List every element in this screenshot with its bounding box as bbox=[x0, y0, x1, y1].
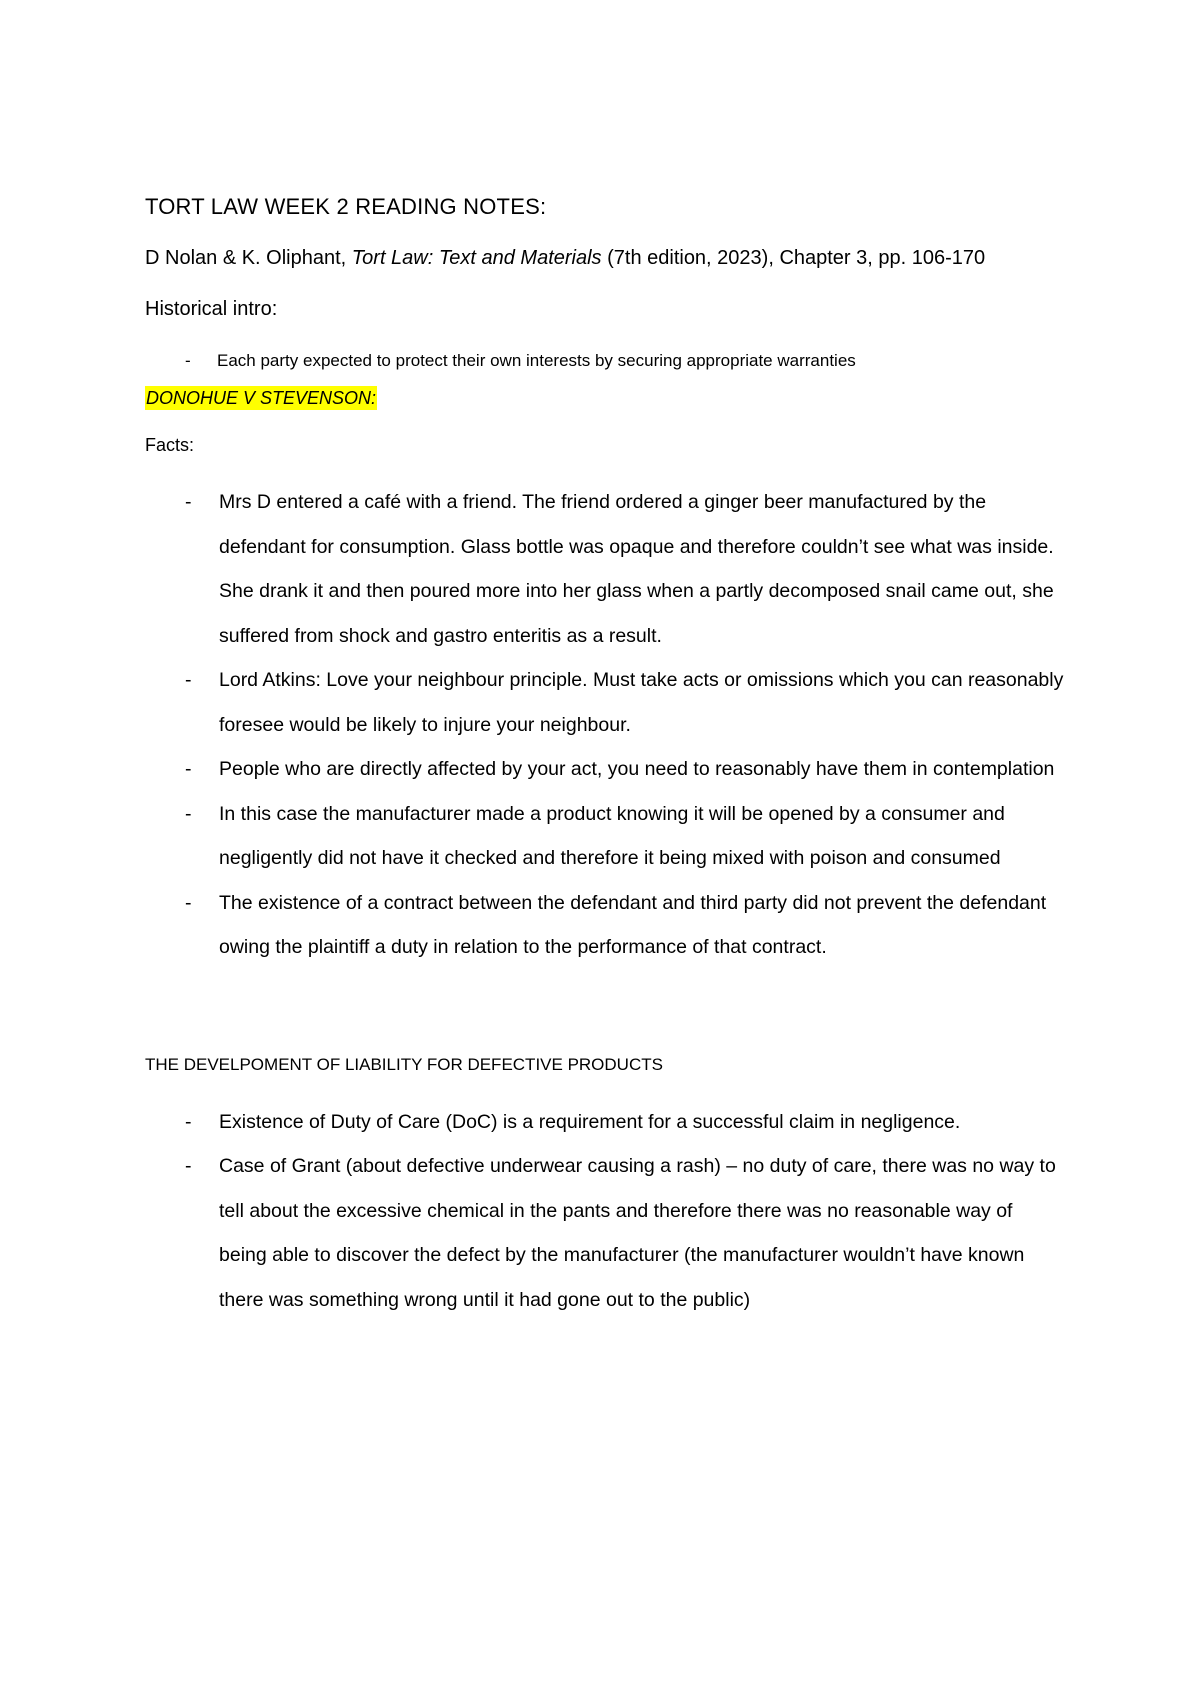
liability-list bbox=[145, 1100, 1065, 1323]
list-item-text: Case of Grant (about defective underwear causing a rash) – no duty of care, there was no way to tell about the excessive chemical in the pants and therefore there was no reasonable way of being able to discover the defect by the manufacturer (the manufacturer wouldn’t have known there was something wrong until it had gone out to the public) bbox=[219, 1155, 1056, 1311]
bullet-dash: - bbox=[185, 491, 192, 513]
document-title: TORT LAW WEEK 2 READING NOTES: bbox=[145, 194, 547, 219]
bullet-dash: - bbox=[185, 351, 191, 370]
bullet-dash: - bbox=[185, 891, 192, 914]
liability-section-heading: THE DEVELPOMENT OF LIABILITY FOR DEFECTIVE PRODUCTS bbox=[145, 1054, 663, 1074]
bullet-dash: - bbox=[185, 669, 192, 691]
facts-list bbox=[145, 480, 1065, 970]
historical-intro-list bbox=[145, 346, 1065, 376]
facts-heading: Facts: bbox=[145, 435, 195, 455]
list-item bbox=[145, 1144, 1065, 1322]
bullet-dash: - bbox=[185, 758, 192, 780]
list-item bbox=[145, 792, 1065, 881]
case-heading: DONOHUE V STEVENSON: bbox=[146, 388, 377, 408]
document-body bbox=[145, 190, 1065, 1322]
list-item bbox=[145, 480, 1065, 658]
bullet-dash: - bbox=[185, 1110, 192, 1133]
list-item-text: People who are directly affected by your act, you need to reasonably have them in contemplation bbox=[219, 758, 1055, 780]
list-item bbox=[145, 658, 1065, 747]
list-item-text: Mrs D entered a café with a friend. The friend ordered a ginger beer manufactured by the defendant for consumption. Glass bottle was opaque and therefore couldn’t see what was inside. She drank it and then poured more into her glass when a partly decomposed snail came out, she suffered from shock and gastro enteritis as a result. bbox=[219, 491, 1054, 647]
list-item bbox=[145, 1100, 1065, 1145]
citation-suffix: (7th edition, 2023), Chapter 3, pp. 106-170 bbox=[601, 247, 986, 269]
list-item-text: Each party expected to protect their own interests by securing appropriate warranties bbox=[217, 351, 856, 370]
list-item bbox=[145, 747, 1065, 792]
bullet-dash: - bbox=[185, 802, 192, 825]
list-item-text: In this case the manufacturer made a product knowing it will be opened by a consumer and negligently did not have it checked and therefore it being mixed with poison and consumed bbox=[219, 802, 1005, 869]
citation-prefix: D Nolan & K. Oliphant, bbox=[145, 247, 352, 269]
citation bbox=[145, 236, 1065, 280]
list-item-text: Existence of Duty of Care (DoC) is a requirement for a successful claim in negligence. bbox=[219, 1110, 961, 1133]
section-spacer bbox=[145, 970, 1065, 1052]
bullet-dash: - bbox=[185, 1155, 192, 1177]
list-item-text: The existence of a contract between the defendant and third party did not prevent the defendant owing the plaintiff a duty in relation to the performance of that contract. bbox=[219, 891, 1047, 958]
list-item-text: Lord Atkins: Love your neighbour principle. Must take acts or omissions which you can reasonably foresee would be likely to injure your neighbour. bbox=[219, 669, 1064, 736]
list-item bbox=[145, 881, 1065, 970]
historical-intro-heading: Historical intro: bbox=[145, 298, 278, 320]
citation-book-title: Tort Law: Text and Materials bbox=[351, 247, 602, 269]
list-item bbox=[145, 346, 1065, 376]
